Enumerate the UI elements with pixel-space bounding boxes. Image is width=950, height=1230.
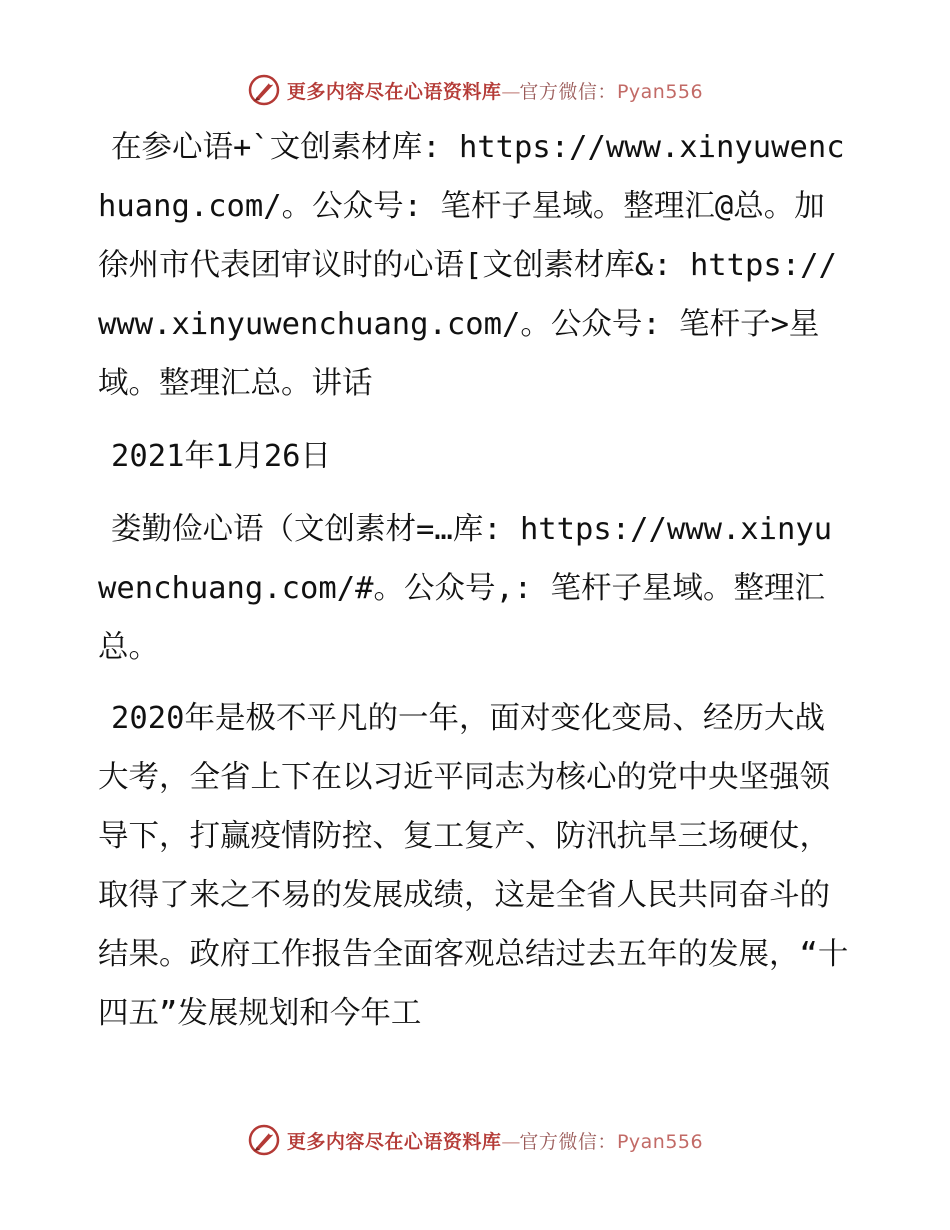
footer-label: 官方微信： <box>519 1130 617 1153</box>
header-banner <box>0 70 950 110</box>
document-body <box>98 118 850 1057</box>
quill-pen-icon <box>247 1123 281 1157</box>
header-wechat-id: Pyan556 <box>616 80 704 103</box>
footer-banner-inner <box>247 1123 703 1157</box>
paragraph-body: 2020年是极不平凡的一年，面对变化变局、经历大战大考，全省上下在以习近平同志为核心的党中央坚强领导下，打赢疫情防控、复工复产、防汛抗旱三场硬仗，取得了来之不易的发展成绩，这是全省人民共同奋斗的结果。政府工作报告全面客观总结过去五年的发展，“十四五”发展规划和今年工 <box>98 701 849 1031</box>
footer-brand: 更多内容尽在心语资料库 <box>286 1130 502 1153</box>
header-dash: — <box>501 80 520 103</box>
footer-text <box>287 1127 703 1154</box>
footer-banner <box>0 1120 950 1160</box>
header-brand: 更多内容尽在心语资料库 <box>286 80 502 103</box>
header-label: 官方微信： <box>519 80 617 103</box>
footer-dash: — <box>501 1130 520 1153</box>
paragraph-intro: 在参心语+`文创素材库: https://www.xinyuwenchuang.com/。公众号: 笔杆子星域。整理汇@总。加徐州市代表团审议时的心语[文创素材库&: https://www.xinyuwenchuang.com/。公众号: 笔杆子>星域。整理汇总。讲话 <box>98 130 845 401</box>
footer-wechat-id: Pyan556 <box>616 1130 704 1153</box>
quill-pen-icon <box>247 73 281 107</box>
header-text <box>287 77 703 104</box>
paragraph-speaker: 娄勤俭心语（文创素材=…库: https://www.xinyuwenchuang.com/#。公众号,: 笔杆子星域。整理汇总。 <box>98 512 833 665</box>
header-banner-inner <box>247 73 703 107</box>
paragraph-date: 2021年1月26日 <box>111 439 332 474</box>
